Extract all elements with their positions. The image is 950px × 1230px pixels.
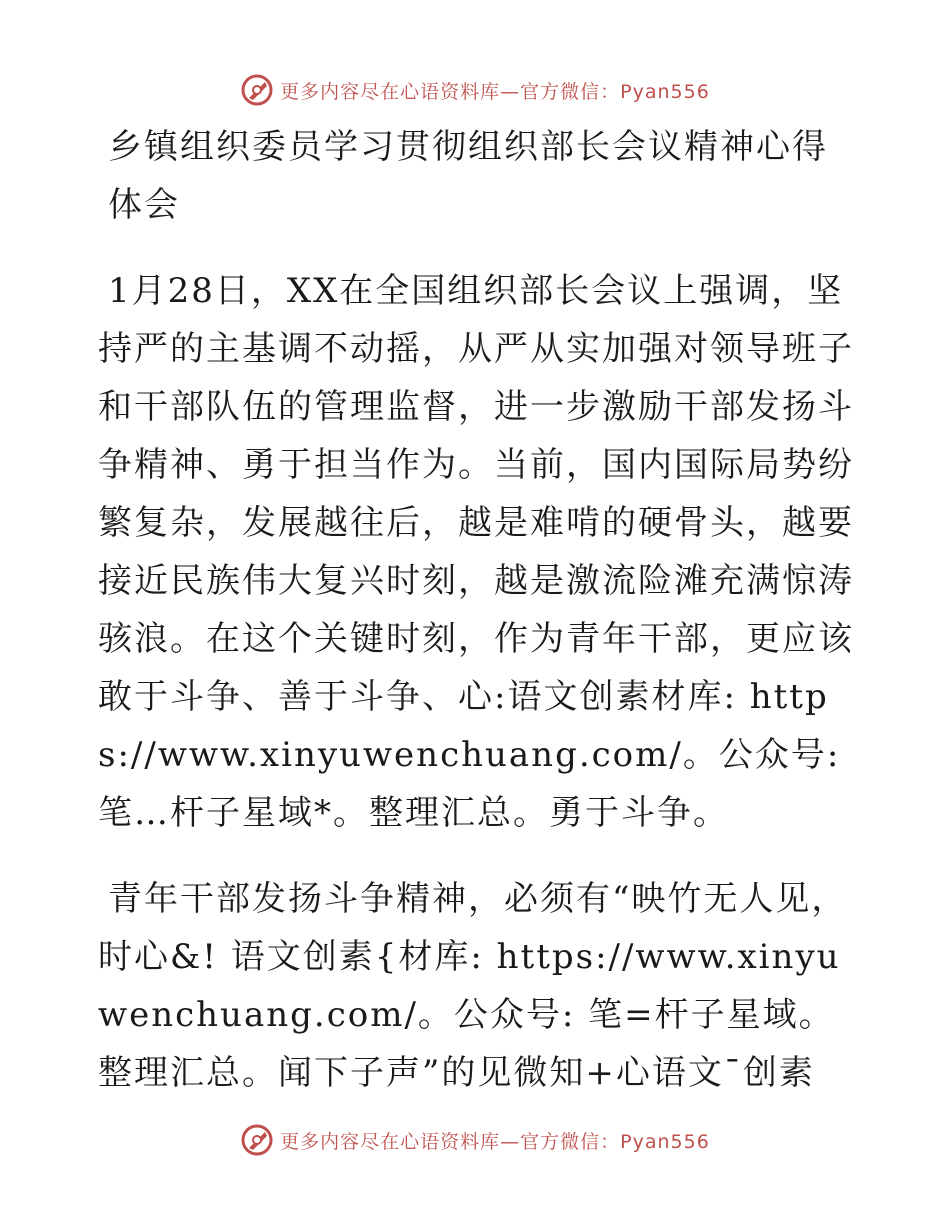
document-body (98, 118, 858, 1130)
header-banner-text: 更多内容尽在心语资料库—官方微信：Pyan556 (280, 80, 710, 103)
quill-seal-icon (240, 1123, 274, 1157)
footer-banner-text: 更多内容尽在心语资料库—官方微信：Pyan556 (280, 1130, 710, 1153)
quill-seal-icon (240, 73, 274, 107)
document-title: 乡镇组织委员学习贯彻组织部长会议精神心得体会 (108, 127, 828, 225)
paragraph-2: 青年干部发扬斗争精神，必须有“映竹无人见，时心&! 语文创素{材库: https://www.xinyuwenchuang.com/。公众号: 笔=杆子星域。整理汇总。闻下子声”的见微知+心语文¯创素 (98, 879, 848, 1093)
paragraph-1: 1月28日，XX在全国组织部长会议上强调，坚持严的主基调不动摇，从严从实加强对领导班子和干部队伍的管理监督，进一步激励干部发扬斗争精神、勇于担当作为。当前，国内国际局势纷繁复杂，发展越往后，越是难啃的硬骨头，越要接近民族伟大复兴时刻，越是激流险滩充满惊涛骇浪。在这个关键时刻，作为青年干部，更应该敢于斗争、善于斗争、心:语文创素材库: https://www.xinyuwenchuang.com/。公众号: 笔…杆子星域*。整理汇总。勇于斗争。 (98, 271, 854, 833)
header-banner (0, 70, 950, 110)
footer-banner (0, 1120, 950, 1160)
